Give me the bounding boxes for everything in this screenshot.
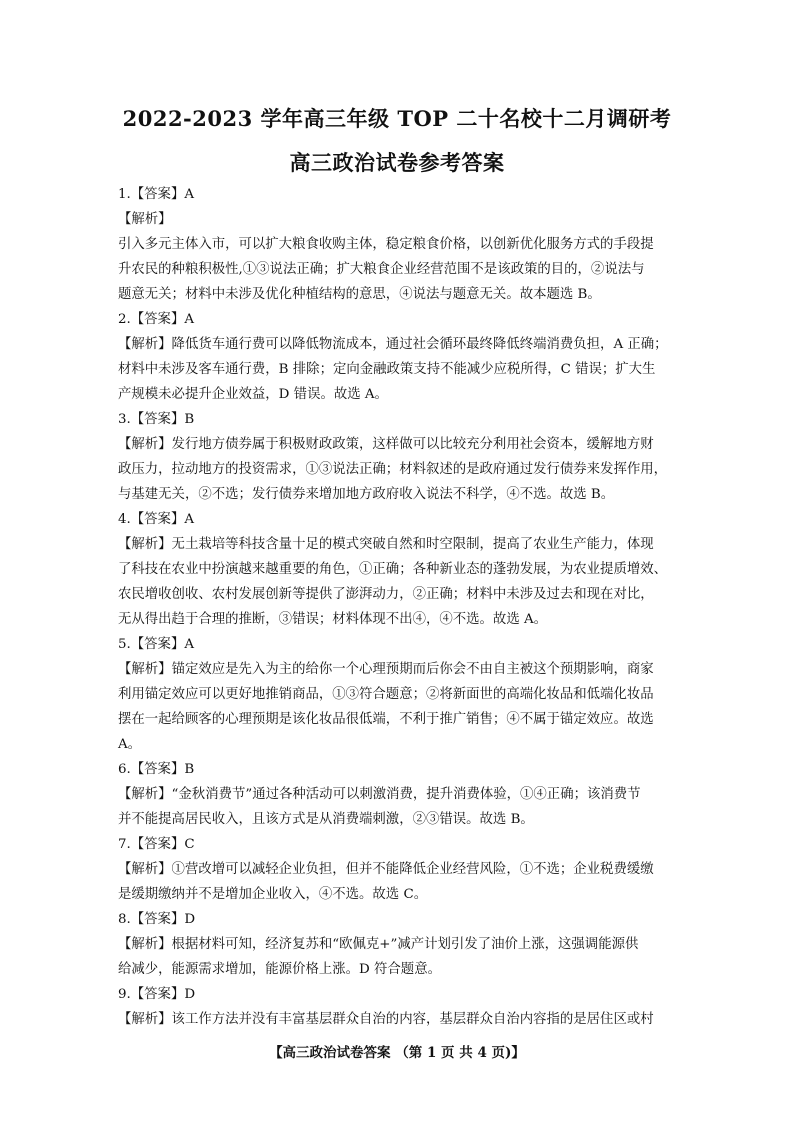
answer-line: 【解析】该工作方法并没有丰富基层群众自治的内容，基层群众自治内容指的是居住区或村 xyxy=(118,1012,654,1027)
answer-line: 给减少，能源需求增加，能源价格上涨。D 符合题意。 xyxy=(118,962,441,977)
answer-line: 是缓期缴纳并不是增加企业收入，④不选。故选 C。 xyxy=(118,887,428,902)
answer-line: 了科技在农业中扮演越来越重要的角色，①正确；各种新业态的蓬勃发展，为农业提质增效、 xyxy=(118,562,668,577)
document-subtitle: 高三政治试卷参考答案 xyxy=(289,150,505,175)
answer-line: 9.【答案】D xyxy=(118,987,196,1002)
answer-line: 政压力，拉动地方的投资需求，①③说法正确；材料叙述的是政府通过发行债券来发挥作用， xyxy=(118,462,668,477)
answer-line: 引入多元主体入市，可以扩大粮食收购主体，稳定粮食价格，以创新优化服务方式的手段提 xyxy=(118,237,654,252)
answer-line: 【解析】发行地方债券属于积极财政政策，这样做可以比较充分利用社会资本，缓解地方财 xyxy=(118,437,654,452)
answer-line: 与基建无关，②不选；发行债券来增加地方政府收入说法不科学，④不选。故选 B。 xyxy=(118,487,615,502)
answer-line: 【解析】锚定效应是先入为主的给你一个心理预期而后你会不由自主被这个预期影响，商家 xyxy=(118,662,654,677)
answer-line: 【解析】无土栽培等科技含量十足的模式突破自然和时空限制，提高了农业生产能力，体现 xyxy=(118,537,654,552)
answer-line: 8.【答案】D xyxy=(118,912,196,927)
answer-line: 6.【答案】B xyxy=(118,762,195,777)
answer-line: 材料中未涉及客车通行费，B 排除；定向金融政策支持不能减少应税所得，C 错误；扩大生 xyxy=(118,362,656,377)
answer-line: 【解析】降低货车通行费可以降低物流成本，通过社会循环最终降低终端消费负担，A 正确； xyxy=(118,337,668,352)
answer-line: 2.【答案】A xyxy=(118,312,195,327)
answer-line: 1.【答案】A xyxy=(118,187,195,202)
answer-line: 摆在一起给顾客的心理预期是该化妆品很低端，不利于推广销售；④不属于锚定效应。故选 xyxy=(118,712,654,727)
answer-line: 题意无关；材料中未涉及优化种植结构的意思，④说法与题意无关。故本题选 B。 xyxy=(118,287,601,302)
answer-line: 【解析】“金秋消费节”通过各种活动可以刺激消费，提升消费体验，①④正确；该消费节 xyxy=(118,787,641,802)
answer-line: 农民增收创收、农村发展创新等提供了澎湃动力，②正确；材料中未涉及过去和现在对比， xyxy=(118,587,654,602)
answer-line: 升农民的种粮积极性,①③说法正确；扩大粮食企业经营范围不是该政策的目的，②说法与 xyxy=(118,262,645,277)
answer-line: 产规模未必提升企业效益，D 错误。故选 A。 xyxy=(118,387,388,402)
answer-content xyxy=(118,182,678,1032)
answer-line: 【解析】根据材料可知，经济复苏和“欧佩克+”减产计划引发了油价上涨，这强调能源供 xyxy=(118,937,639,952)
answer-line: 7.【答案】C xyxy=(118,837,195,852)
answer-line: 4.【答案】A xyxy=(118,512,195,527)
answer-line: 3.【答案】B xyxy=(118,412,195,427)
answer-line: 并不能提高居民收入，且该方式是从消费端刺激，②③错误。故选 B。 xyxy=(118,812,534,827)
answer-line: 【解析】①营改增可以减轻企业负担，但并不能降低企业经营风险，①不选；企业税费缓缴 xyxy=(118,862,654,877)
answer-line: A。 xyxy=(118,737,142,752)
exam-title: 2022-2023 学年高三年级 TOP 二十名校十二月调研考 xyxy=(122,106,672,131)
answer-line: 无从得出趋于合理的推断，③错误；材料体现不出④，④不选。故选 A。 xyxy=(118,612,548,627)
answer-line: 利用锚定效应可以更好地推销商品，①③符合题意；②将新面世的高端化妆品和低端化妆品 xyxy=(118,687,654,702)
page-footer: 【高三政治试卷答案 （第 1 页 共 4 页)】 xyxy=(269,1045,525,1061)
answer-line: 5.【答案】A xyxy=(118,637,195,652)
answer-line: 【解析】 xyxy=(118,212,172,227)
